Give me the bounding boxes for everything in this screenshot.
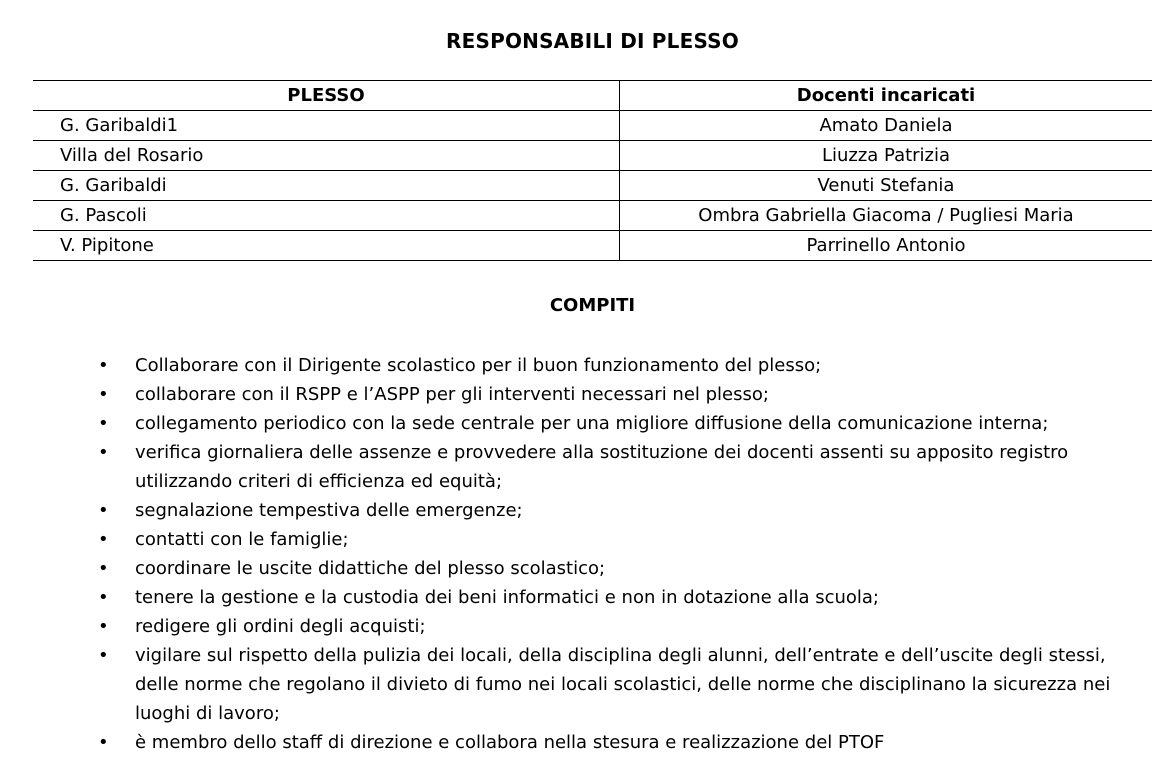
column-header-plesso: PLESSO	[33, 81, 620, 111]
list-item	[92, 351, 1122, 380]
list-item	[92, 641, 1122, 728]
list-item-text: coordinare le uscite didattiche del plesso scolastico;	[135, 558, 606, 579]
bullet-icon: •	[98, 645, 109, 666]
list-item-text: verifica giornaliera delle assenze e provvedere alla sostituzione dei docenti assenti su apposito registro utilizzando criteri di efficienza ed equità;	[135, 442, 1069, 492]
list-item	[92, 612, 1122, 641]
bullet-icon: •	[98, 384, 109, 405]
bullet-icon: •	[98, 500, 109, 521]
list-item	[92, 409, 1122, 438]
list-item-text: vigilare sul rispetto della pulizia dei locali, della disciplina degli alunni, dell’entrate e dell’uscite degli stessi, delle norme che regolano il divieto di fumo nei locali scolastici, delle norme che disciplinano la sicurezza nei luoghi di lavoro;	[135, 645, 1111, 724]
plesso-cell: V. Pipitone	[33, 231, 620, 261]
table-row	[33, 111, 1152, 141]
docenti-cell: Ombra Gabriella Giacoma / Pugliesi Maria	[620, 201, 1153, 231]
table-row	[33, 231, 1152, 261]
bullet-icon: •	[98, 413, 109, 434]
list-item-text: tenere la gestione e la custodia dei beni informatici e non in dotazione alla scuola;	[135, 587, 879, 608]
compiti-list	[92, 351, 1122, 757]
bullet-icon: •	[98, 529, 109, 550]
list-item-text: collegamento periodico con la sede centrale per una migliore diffusione della comunicazione interna;	[135, 413, 1049, 434]
list-item	[92, 525, 1122, 554]
document-title: RESPONSABILI DI PLESSO	[446, 29, 739, 53]
list-item-text: contatti con le famiglie;	[135, 529, 349, 550]
table-header-row	[33, 81, 1152, 111]
docenti-cell: Parrinello Antonio	[620, 231, 1153, 261]
docenti-cell: Amato Daniela	[620, 111, 1153, 141]
table-row	[33, 171, 1152, 201]
list-item-text: Collaborare con il Dirigente scolastico per il buon funzionamento del plesso;	[135, 355, 822, 376]
plesso-cell: Villa del Rosario	[33, 141, 620, 171]
docenti-cell: Venuti Stefania	[620, 171, 1153, 201]
list-item	[92, 583, 1122, 612]
list-item	[92, 554, 1122, 583]
bullet-icon: •	[98, 616, 109, 637]
column-header-docenti: Docenti incaricati	[620, 81, 1153, 111]
responsabili-table	[33, 80, 1152, 261]
bullet-icon: •	[98, 442, 109, 463]
list-item-text: è membro dello staff di direzione e collabora nella stesura e realizzazione del PTOF	[135, 732, 885, 753]
list-item	[92, 380, 1122, 409]
list-item	[92, 496, 1122, 525]
plesso-cell: G. Pascoli	[33, 201, 620, 231]
bullet-icon: •	[98, 732, 109, 753]
table-row	[33, 141, 1152, 171]
plesso-cell: G. Garibaldi1	[33, 111, 620, 141]
bullet-icon: •	[98, 558, 109, 579]
bullet-icon: •	[98, 355, 109, 376]
list-item-text: segnalazione tempestiva delle emergenze;	[135, 500, 523, 521]
docenti-cell: Liuzza Patrizia	[620, 141, 1153, 171]
list-item-text: redigere gli ordini degli acquisti;	[135, 616, 426, 637]
list-item	[92, 728, 1122, 757]
list-item-text: collaborare con il RSPP e l’ASPP per gli interventi necessari nel plesso;	[135, 384, 769, 405]
plesso-cell: G. Garibaldi	[33, 171, 620, 201]
compiti-heading: COMPITI	[549, 295, 636, 316]
bullet-icon: •	[98, 587, 109, 608]
table-row	[33, 201, 1152, 231]
list-item	[92, 438, 1122, 496]
